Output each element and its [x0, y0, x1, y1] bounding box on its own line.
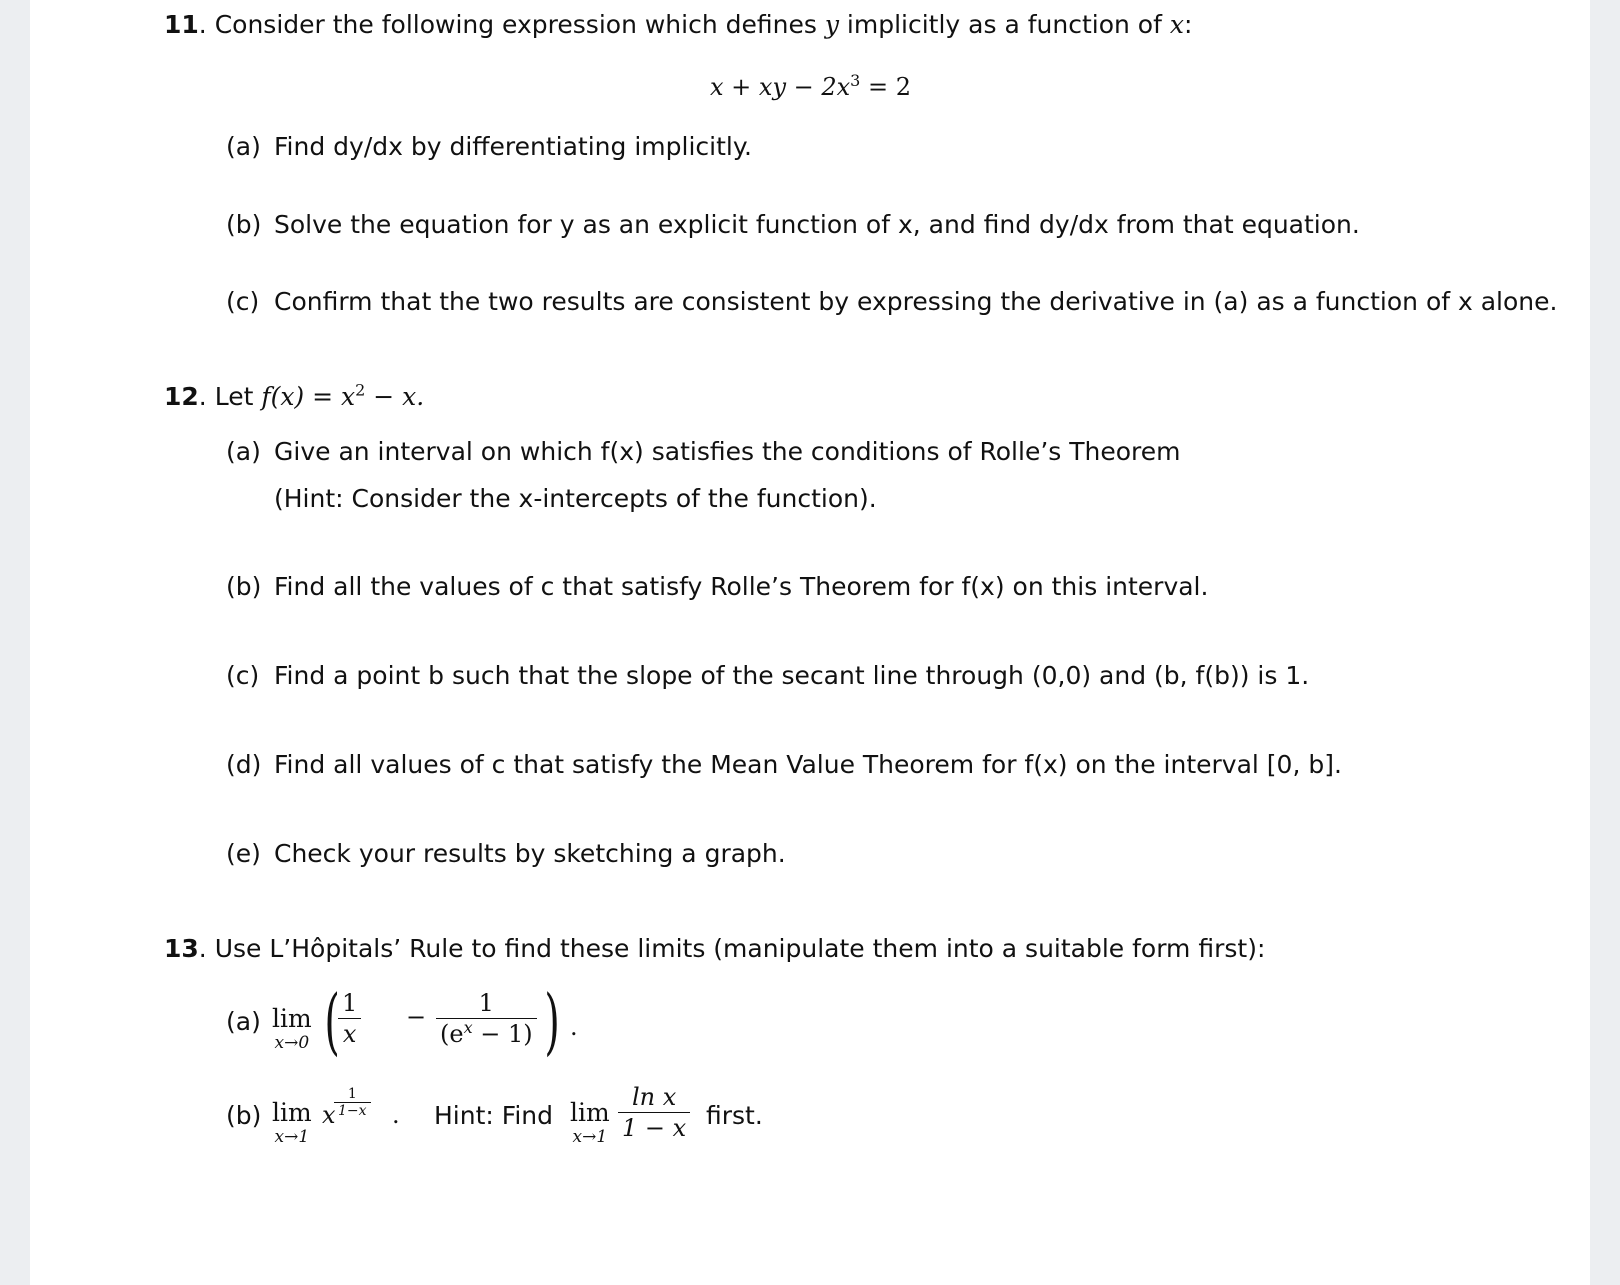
period: .	[570, 1013, 578, 1041]
right-paren: )	[544, 979, 560, 1063]
period: .	[392, 1101, 400, 1129]
hint-limit-operator: lim x→1	[570, 1098, 610, 1147]
question-11-intro: 11. Consider the following expression which defines y implicitly as a function of x:	[164, 10, 1193, 39]
question-13-part-b-label: (b)	[226, 1101, 262, 1130]
question-13-intro: 13. Use L’Hôpitals’ Rule to find these limits (manipulate them into a suitable form first):	[164, 934, 1266, 963]
question-11-part-c: (c) Confirm that the two results are consistent by expressing the derivative in (a) as a function of x alone.	[226, 287, 1558, 316]
question-12-part-d: (d) Find all values of c that satisfy the Mean Value Theorem for f(x) on the interval [0, b].	[226, 750, 1342, 779]
limit-operator: lim x→0	[272, 1004, 312, 1053]
question-13-part-a-label: (a)	[226, 1007, 261, 1036]
base-x: x	[322, 1101, 336, 1129]
question-12-intro: 12. Let $f(x) = x^2 - x$.	[164, 380, 425, 411]
question-number: 13	[164, 934, 199, 963]
question-12-part-b: (b) Find all the values of c that satisfy Rolle’s Theorem for f(x) on this interval.	[226, 572, 1209, 601]
question-12-part-a-hint: (Hint: Consider the x-intercepts of the function).	[274, 484, 877, 513]
question-number: 12	[164, 382, 199, 411]
minus-sign: −	[406, 1003, 427, 1031]
question-12-part-e: (e) Check your results by sketching a graph.	[226, 839, 786, 868]
limit-operator: lim x→1	[272, 1098, 312, 1147]
exponent-fraction: $\frac{1}{1-x}$	[334, 1086, 371, 1119]
question-11-equation: x + xy − $2x^3 = 2$	[710, 71, 911, 101]
fraction-one-over-exp: $\frac{1}{(e^x - 1)}$	[436, 988, 537, 1049]
fraction-one-over-x: $\frac{1}{x}$	[338, 988, 361, 1049]
question-12-part-c: (c) Find a point b such that the slope of the secant line through (0,0) and (b, f(b)) is 1.	[226, 661, 1310, 690]
question-12-part-a: (a) Give an interval on which f(x) satisfies the conditions of Rolle’s Theorem	[226, 437, 1181, 466]
question-11-part-a: (a) Find dy/dx by differentiating implicitly.	[226, 132, 753, 161]
question-11-part-b: (b) Solve the equation for y as an explicit function of x, and find dy/dx from that equation.	[226, 210, 1360, 239]
hint-fraction: $\frac{\text{ln x}}{1 - x}$	[618, 1082, 690, 1143]
left-paren: (	[324, 979, 340, 1063]
document-page	[30, 0, 1590, 1285]
question-number: 11	[164, 10, 199, 39]
first-text: first.	[706, 1101, 763, 1130]
hint-text: Hint: Find	[434, 1101, 553, 1130]
